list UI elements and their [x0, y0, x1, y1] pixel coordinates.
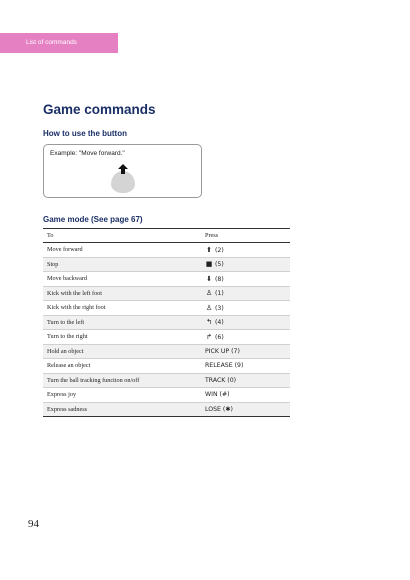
press-key-label: (4): [214, 319, 224, 327]
commands-table: [43, 228, 290, 417]
action-cell: Move forward: [43, 243, 201, 258]
action-cell: Release an object: [43, 359, 201, 374]
press-cell: [201, 402, 290, 417]
column-header-to: To: [43, 229, 201, 243]
table-header-row: [43, 229, 290, 243]
turn-right-icon: ↱: [206, 332, 212, 341]
press-key-label: (2): [214, 246, 224, 254]
stop-square-icon: ■: [205, 260, 213, 269]
table-row: [43, 243, 290, 258]
action-cell: Express sadness: [43, 402, 201, 417]
example-box: [43, 144, 202, 198]
press-cell: [201, 272, 290, 287]
press-cell: [201, 359, 290, 374]
press-cell: [201, 301, 290, 316]
remote-button-illustration: [111, 171, 135, 193]
action-cell: Express joy: [43, 388, 201, 403]
action-cell: Move backward: [43, 272, 201, 287]
action-cell: Stop: [43, 257, 201, 272]
action-cell: Kick with the right foot: [43, 301, 201, 316]
right-foot-icon: ♙: [205, 303, 213, 312]
section-tab: List of commands: [0, 33, 118, 53]
table-row: [43, 402, 290, 417]
table-row: [43, 272, 290, 287]
left-foot-icon: ♙: [205, 289, 213, 298]
action-cell: Hold an object: [43, 344, 201, 359]
press-key-label: LOSE (✱): [205, 405, 233, 413]
press-key-label: RELEASE (9): [205, 362, 244, 370]
page-title: Game commands: [43, 102, 156, 117]
game-mode-heading: Game mode (See page 67): [43, 215, 143, 224]
press-cell: [201, 257, 290, 272]
press-cell: [201, 243, 290, 258]
up-arrow-icon: ⬆: [206, 245, 212, 254]
turn-left-icon: ↰: [206, 318, 212, 327]
press-key-label: (8): [214, 275, 224, 283]
action-cell: Turn the ball tracking function on/off: [43, 373, 201, 388]
table-row: [43, 315, 290, 330]
press-cell: [201, 388, 290, 403]
button-usage-heading: How to use the button: [43, 129, 127, 138]
up-arrow-icon: [118, 164, 128, 174]
table-row: [43, 286, 290, 301]
press-key-label: WIN (#): [205, 391, 230, 399]
press-key-label: (3): [214, 304, 224, 312]
press-key-label: (1): [214, 290, 224, 298]
action-cell: Turn to the right: [43, 330, 201, 345]
table-row: [43, 257, 290, 272]
press-cell: [201, 344, 290, 359]
press-key-label: PICK UP (7): [205, 347, 240, 355]
press-key-label: (5): [214, 261, 224, 269]
press-cell: [201, 330, 290, 345]
table-row: [43, 330, 290, 345]
table-row: [43, 359, 290, 374]
page-number: 94: [28, 518, 39, 530]
table-row: [43, 344, 290, 359]
column-header-press: Press: [201, 229, 290, 243]
table-row: [43, 301, 290, 316]
example-caption: Example: "Move forward.": [50, 150, 125, 157]
action-cell: Kick with the left foot: [43, 286, 201, 301]
press-cell: [201, 286, 290, 301]
press-key-label: TRACK (0): [205, 376, 237, 384]
down-arrow-icon: ⬇: [206, 274, 212, 283]
press-cell: [201, 315, 290, 330]
table-row: [43, 373, 290, 388]
press-cell: [201, 373, 290, 388]
table-row: [43, 388, 290, 403]
press-key-label: (6): [214, 333, 224, 341]
action-cell: Turn to the left: [43, 315, 201, 330]
